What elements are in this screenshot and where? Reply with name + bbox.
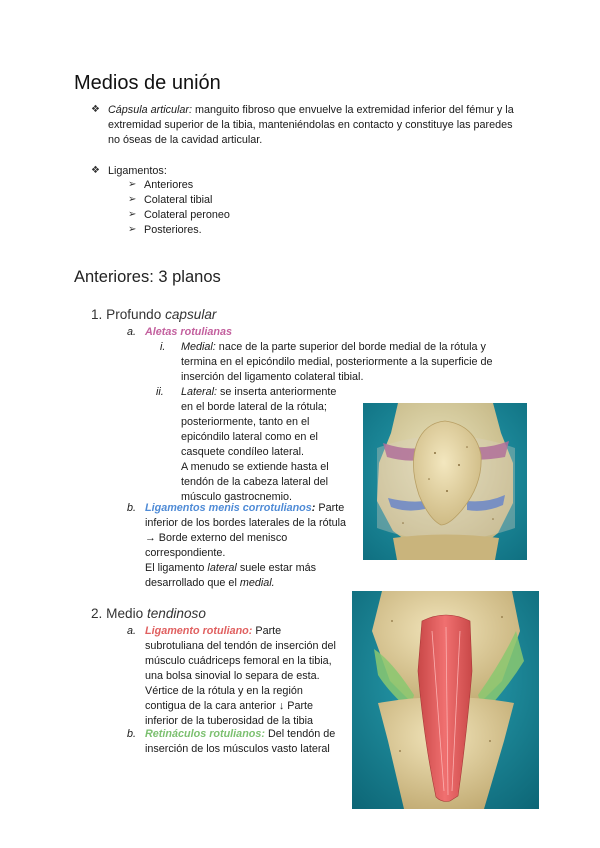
knee-illustration-1 [363,403,527,560]
medial-paragraph [181,340,511,385]
note-text: desarrollado que el [145,577,240,589]
diamond-bullet-icon: ❖ [91,104,100,115]
retinaculos-line: inserción de los músculos vasto lateral [145,743,330,755]
meniscorrotulianos-line: correspondiente. [145,547,226,559]
rotuliano-line: una bolsa sinovial lo separa de esta. [145,670,320,682]
lateral-line: A menudo se extiende hasta el [181,461,329,473]
retinaculos-paragraph [145,727,350,757]
retinaculos-line: Del tendón de [264,728,336,740]
list-marker: b. [127,728,137,740]
ligamento-item: Anteriores [144,179,194,191]
list-number: 1. [91,307,103,322]
arrow-bullet-icon: ➢ [128,224,137,235]
list-marker: a. [127,625,137,637]
medial-term: Medial: [181,341,216,353]
diamond-bullet-icon: ❖ [91,165,100,176]
ligamento-rotuliano-term: Ligamento rotuliano: [145,625,253,637]
meniscorrotulianos-term: Ligamentos menis corrotulianos [145,502,312,514]
arrow-bullet-icon: ➢ [128,179,137,190]
ligamentos-label: Ligamentos: [108,165,167,177]
rotuliano-line: contigua de la cara anterior ↓ Parte [145,700,314,712]
note-text: suele estar más [236,562,317,574]
section-medio [91,606,206,621]
arrow-bullet-icon: ➢ [128,209,137,220]
section-profundo [91,307,216,322]
rotuliano-line: Vértice de la rótula y en la región [145,685,303,697]
ligamento-item: Colateral tibial [144,194,213,206]
capsula-term: Cápsula articular: [108,104,193,116]
medio-label: Medio [106,606,147,621]
aletas-term: Aletas rotulianas [145,326,233,338]
medial-line: termina en el epicóndilo medial, posteriormente a la superficie de [181,356,493,368]
medio-label-italic: tendinoso [146,606,206,621]
lateral-line: músculo gastrocnemio. [181,491,293,503]
ligamento-item: Colateral peroneo [144,209,230,221]
knee-illustration-2 [352,591,539,809]
medial-line: inserción del ligamento colateral tibial. [181,371,364,383]
lateral-term: Lateral: [181,386,218,398]
knee-patellar-ligament-image [352,591,539,809]
medial-line: nace de la parte superior del borde medial de la rótula y [215,341,486,353]
rotuliano-line: Parte [252,625,282,637]
capsula-line: manguito fibroso que envuelve la extremidad inferior del fémur y la [192,104,514,116]
section-heading-anteriores: Anteriores: 3 planos [74,268,221,286]
lateral-line: se inserta anteriormente [217,386,337,398]
capsula-line: extremidad superior de la tibia, manteniéndolas en contacto y constituye las paredes [108,119,513,131]
page-title: Medios de unión [74,72,221,94]
meniscorrotulianos-colon: : [311,502,316,514]
lateral-line: en el borde lateral de la rótula; [181,401,327,413]
profundo-label: Profundo [106,307,166,322]
list-marker: a. [127,326,137,338]
lateral-line: tendón de la cabeza lateral del [181,476,329,488]
knee-patella-retinacula-image [363,403,527,560]
note-italic: lateral [207,562,237,574]
list-number: 2. [91,606,103,621]
rotuliano-line: músculo cuádriceps femoral en la tibia, [145,655,332,667]
note-text: El ligamento [145,562,208,574]
lateral-line: posteriormente, tanto en el [181,416,310,428]
lateral-line: epicóndilo lateral como en el [181,431,318,443]
capsula-line: no óseas de la cavidad articular. [108,134,263,146]
list-marker: i. [160,341,166,353]
ligamento-rotuliano-paragraph [145,624,350,729]
arrow-bullet-icon: ➢ [128,194,137,205]
rotuliano-line: inferior de la tuberosidad de la tibia [145,715,314,727]
capsula-paragraph [108,103,548,148]
meniscorrotulianos-paragraph [145,501,365,591]
list-marker: ii. [156,386,164,398]
lateral-line: casquete condíleo lateral. [181,446,305,458]
meniscorrotulianos-line: → Borde externo del menisco [145,532,288,544]
lateral-paragraph [181,385,361,505]
meniscorrotulianos-line: inferior de los bordes laterales de la rótula [145,517,347,529]
rotuliano-line: subrotuliana del tendón de inserción del [145,640,336,652]
retinaculos-term: Retináculos rotulianos: [145,728,265,740]
ligamento-item: Posteriores. [144,224,202,236]
note-italic: medial. [239,577,275,589]
meniscorrotulianos-line: Parte [315,502,345,514]
profundo-label-italic: capsular [165,307,217,322]
list-marker: b. [127,502,137,514]
